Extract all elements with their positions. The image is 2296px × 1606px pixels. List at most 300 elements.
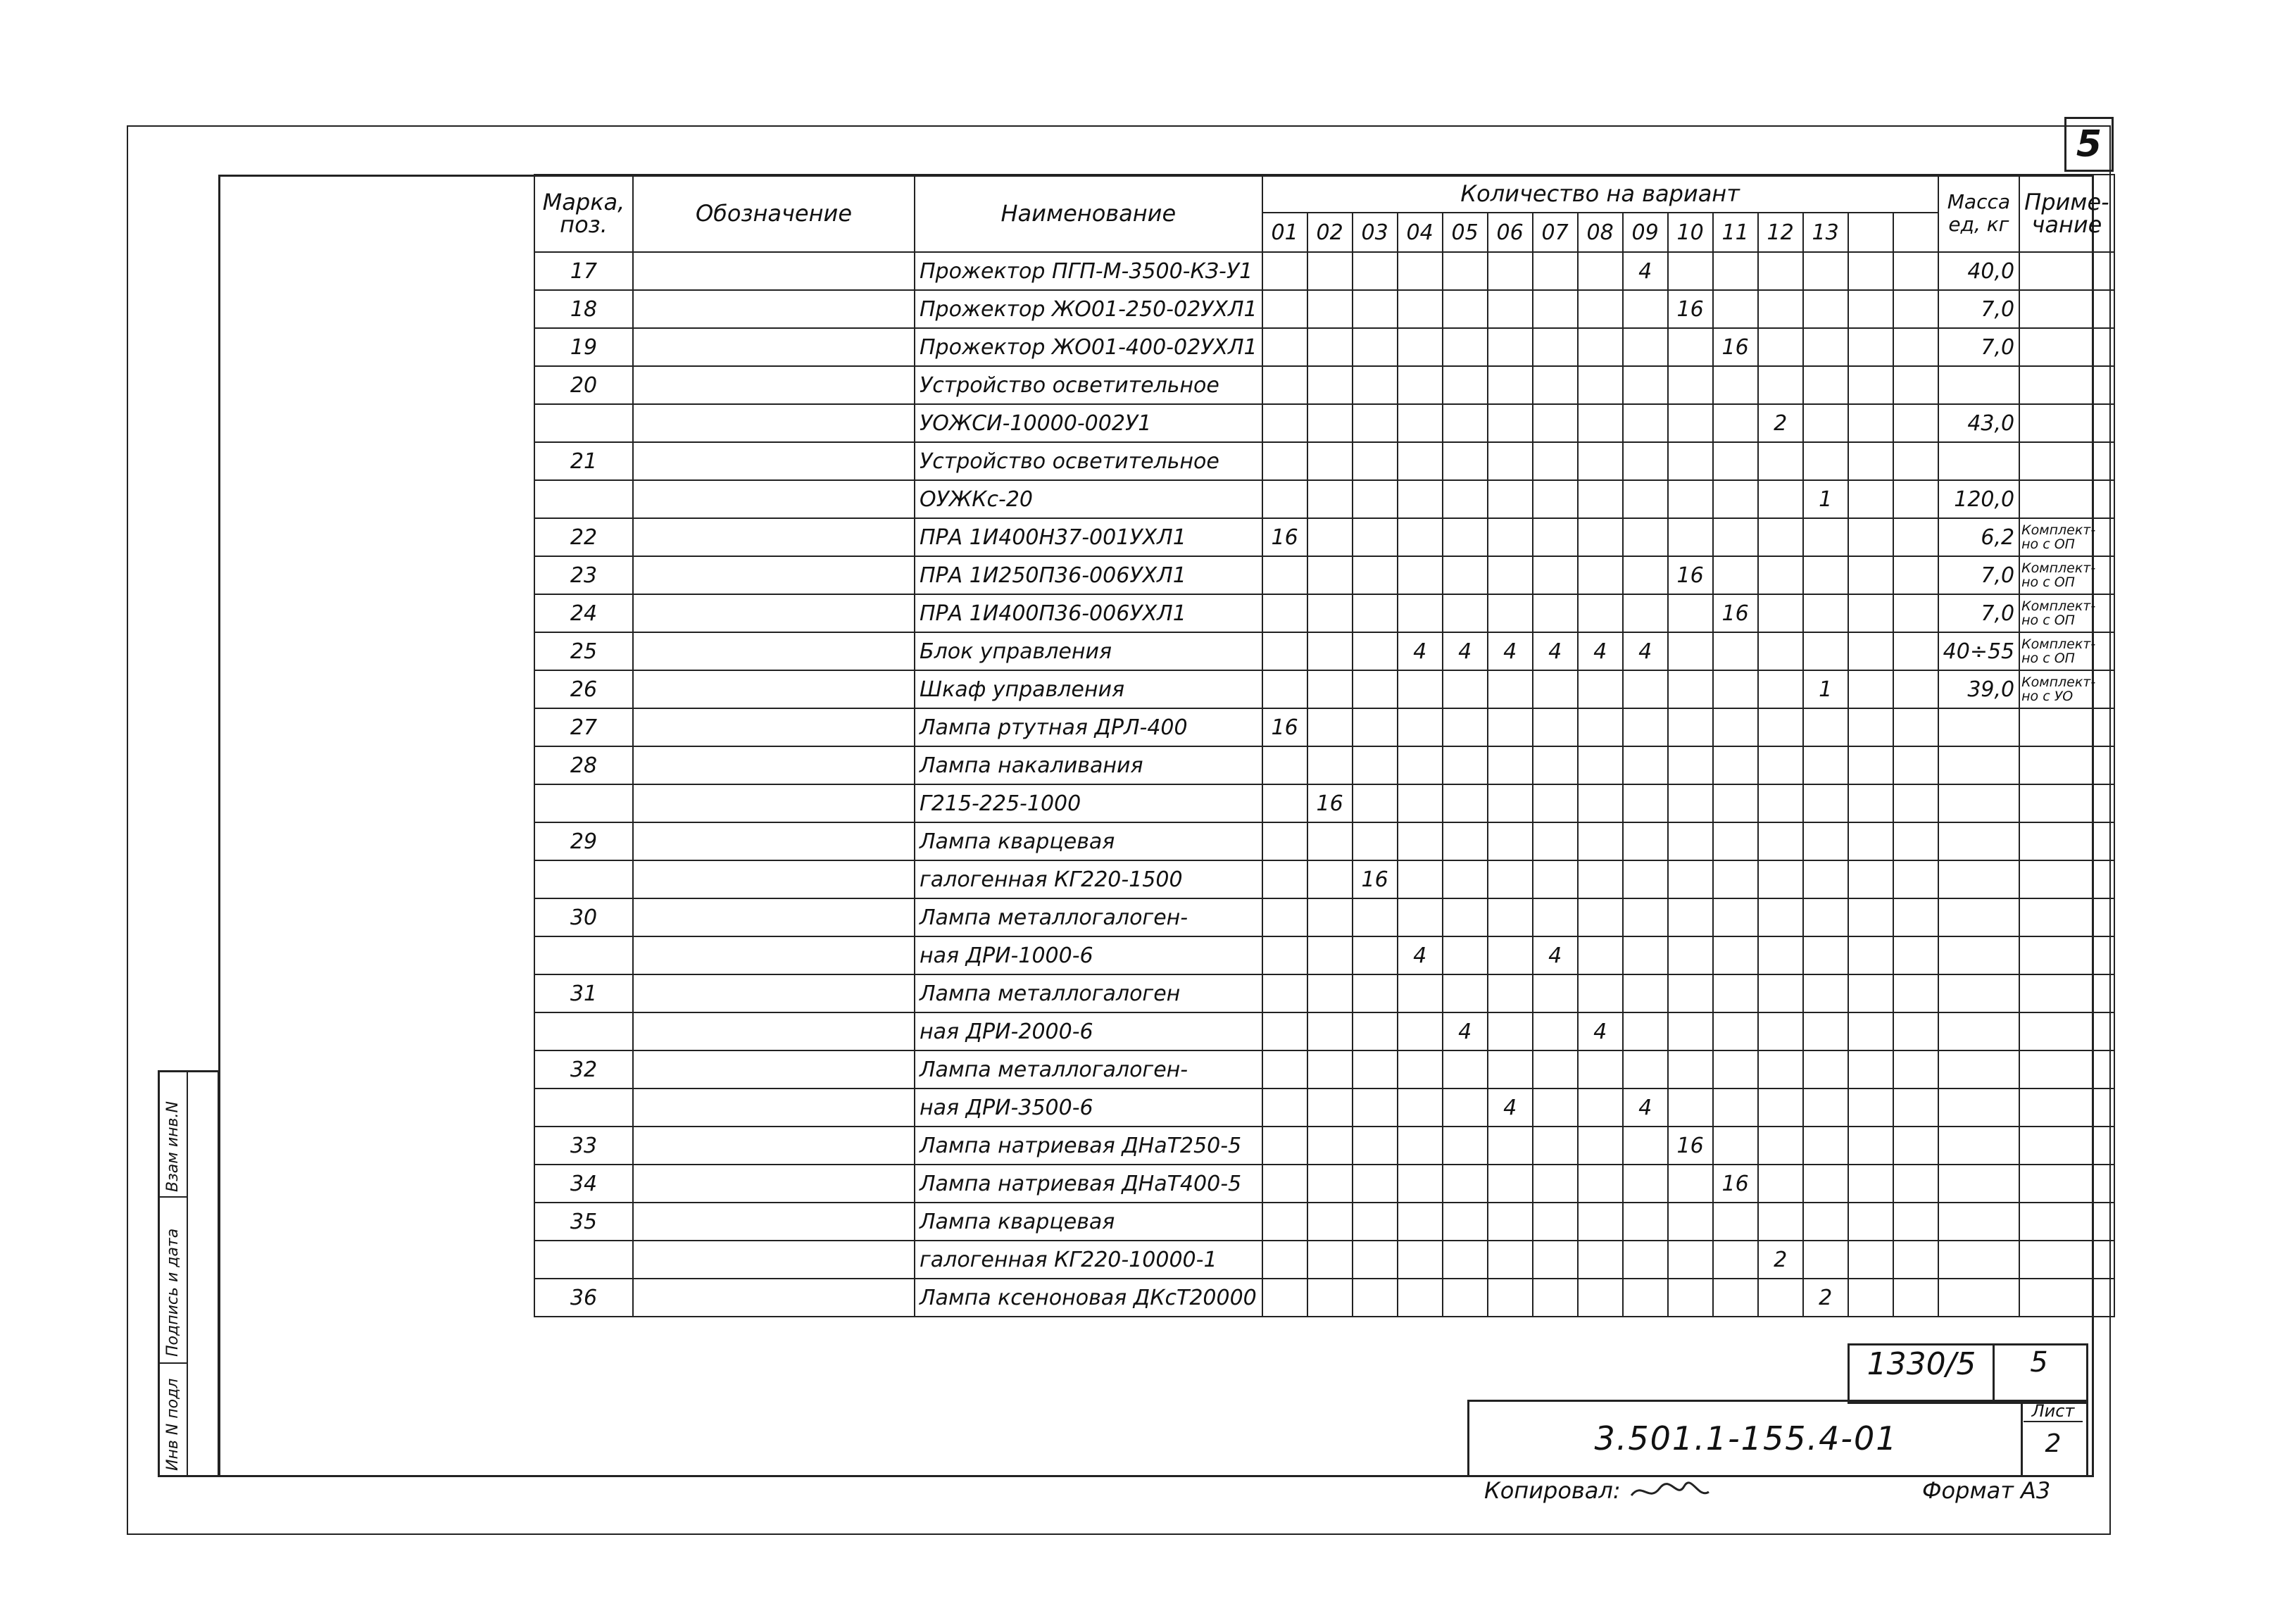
cell-quantity [1262, 670, 1307, 708]
cell-position: 20 [534, 366, 633, 404]
cell-note [2019, 708, 2114, 746]
cell-quantity [1488, 480, 1533, 518]
cell-quantity [1488, 1241, 1533, 1279]
cell-quantity [1307, 974, 1353, 1012]
table-row [534, 290, 2114, 328]
cell-quantity [1848, 366, 1893, 404]
cell-quantity: 1 [1803, 480, 1848, 518]
cell-quantity [1668, 366, 1713, 404]
cell-quantity [1353, 670, 1398, 708]
cell-designation [633, 632, 915, 670]
cell-mass: 7,0 [1938, 290, 2019, 328]
table-row [534, 1012, 2114, 1050]
cell-quantity [1713, 784, 1758, 822]
cell-mass [1938, 442, 2019, 480]
cell-quantity [1353, 1279, 1398, 1317]
cell-position: 21 [534, 442, 633, 480]
cell-quantity [1848, 480, 1893, 518]
cell-quantity [1488, 1127, 1533, 1165]
cell-mass [1938, 1279, 2019, 1317]
cell-quantity [1353, 1241, 1398, 1279]
table-row [534, 1127, 2114, 1165]
cell-quantity [1398, 556, 1443, 594]
cell-mass [1938, 1127, 2019, 1165]
cell-quantity [1623, 594, 1668, 632]
cell-quantity [1533, 1012, 1578, 1050]
cell-quantity [1533, 594, 1578, 632]
cell-quantity [1803, 290, 1848, 328]
cell-position [534, 1012, 633, 1050]
cell-quantity [1668, 670, 1713, 708]
cell-position [534, 480, 633, 518]
cell-quantity [1758, 1165, 1803, 1203]
cell-quantity [1803, 328, 1848, 366]
cell-quantity [1668, 936, 1713, 974]
cell-quantity [1488, 366, 1533, 404]
cell-name: ОУЖКс-20 [915, 480, 1262, 518]
cell-quantity [1307, 1050, 1353, 1089]
cell-quantity [1893, 860, 1938, 898]
cell-quantity [1893, 1050, 1938, 1089]
cell-quantity [1758, 1203, 1803, 1241]
cell-quantity [1307, 936, 1353, 974]
cell-quantity [1623, 404, 1668, 442]
cell-quantity [1668, 1012, 1713, 1050]
format-label: Формат А3 [1922, 1477, 2051, 1504]
table-row [534, 252, 2114, 290]
cell-quantity [1893, 252, 1938, 290]
cell-quantity [1262, 632, 1307, 670]
cell-quantity [1262, 936, 1307, 974]
cell-quantity [1623, 442, 1668, 480]
cell-quantity [1758, 1089, 1803, 1127]
cell-quantity [1578, 1127, 1623, 1165]
cell-name: ная ДРИ-1000-6 [915, 936, 1262, 974]
cell-quantity [1488, 1050, 1533, 1089]
cell-quantity [1848, 670, 1893, 708]
cell-name: Лампа натриевая ДНаТ400-5 [915, 1165, 1262, 1203]
cell-quantity [1578, 442, 1623, 480]
cell-quantity [1443, 1050, 1488, 1089]
cell-quantity [1488, 252, 1533, 290]
cell-quantity [1533, 366, 1578, 404]
variant-header [1893, 213, 1938, 252]
cell-quantity [1758, 974, 1803, 1012]
cell-name: Лампа ртутная ДРЛ-400 [915, 708, 1262, 746]
table-row [534, 518, 2114, 556]
cell-quantity [1668, 860, 1713, 898]
cell-quantity [1848, 860, 1893, 898]
cell-quantity [1307, 1279, 1353, 1317]
cell-quantity [1668, 1089, 1713, 1127]
cell-note [2019, 1203, 2114, 1241]
header-mark: Марка, поз. [534, 175, 633, 252]
cell-name: Блок управления [915, 632, 1262, 670]
cell-designation [633, 936, 915, 974]
cell-quantity: 16 [1307, 784, 1353, 822]
cell-quantity: 4 [1578, 632, 1623, 670]
cell-quantity [1893, 632, 1938, 670]
cell-quantity [1623, 518, 1668, 556]
cell-designation [633, 1279, 915, 1317]
cell-quantity [1578, 252, 1623, 290]
cell-quantity [1398, 290, 1443, 328]
cell-note [2019, 936, 2114, 974]
cell-quantity [1533, 1165, 1578, 1203]
cell-quantity [1578, 898, 1623, 936]
cell-position [534, 860, 633, 898]
cell-quantity [1578, 974, 1623, 1012]
cell-quantity [1668, 404, 1713, 442]
table-row [534, 480, 2114, 518]
cell-quantity [1803, 822, 1848, 860]
cell-quantity [1533, 1203, 1578, 1241]
cell-position: 28 [534, 746, 633, 784]
cell-quantity [1713, 670, 1758, 708]
cell-quantity [1623, 822, 1668, 860]
cell-quantity: 4 [1623, 1089, 1668, 1127]
cell-quantity [1578, 480, 1623, 518]
cell-designation [633, 1089, 915, 1127]
cell-note [2019, 1241, 2114, 1279]
cell-quantity [1848, 518, 1893, 556]
cell-quantity [1623, 1012, 1668, 1050]
cell-quantity [1623, 290, 1668, 328]
cell-quantity [1578, 328, 1623, 366]
cell-quantity [1623, 1050, 1668, 1089]
cell-note [2019, 1165, 2114, 1203]
cell-position: 32 [534, 1050, 633, 1089]
variant-header: 11 [1713, 213, 1758, 252]
cell-quantity [1713, 860, 1758, 898]
cell-note [2019, 404, 2114, 442]
variant-header: 06 [1488, 213, 1533, 252]
cell-quantity [1758, 784, 1803, 822]
cell-quantity [1443, 328, 1488, 366]
cell-quantity [1533, 1050, 1578, 1089]
cell-quantity [1893, 1279, 1938, 1317]
cell-quantity [1803, 252, 1848, 290]
cell-quantity [1713, 366, 1758, 404]
cell-quantity [1758, 518, 1803, 556]
table-row [534, 632, 2114, 670]
cell-quantity [1668, 898, 1713, 936]
cell-quantity [1893, 822, 1938, 860]
cell-quantity [1848, 1279, 1893, 1317]
variant-header: 07 [1533, 213, 1578, 252]
cell-quantity [1307, 252, 1353, 290]
cell-quantity [1353, 974, 1398, 1012]
cell-quantity [1623, 480, 1668, 518]
cell-mass [1938, 974, 2019, 1012]
cell-quantity [1848, 594, 1893, 632]
cell-quantity [1578, 784, 1623, 822]
cell-quantity [1668, 1165, 1713, 1203]
cell-quantity [1848, 822, 1893, 860]
cell-quantity: 4 [1578, 1012, 1623, 1050]
cell-quantity [1533, 290, 1578, 328]
cell-mass: 40÷55 [1938, 632, 2019, 670]
cell-note [2019, 974, 2114, 1012]
cell-quantity [1623, 556, 1668, 594]
table-row [534, 708, 2114, 746]
cell-quantity [1578, 708, 1623, 746]
cell-quantity [1668, 1241, 1713, 1279]
cell-quantity [1533, 518, 1578, 556]
cell-quantity [1578, 594, 1623, 632]
cell-quantity [1848, 898, 1893, 936]
cell-note [2019, 290, 2114, 328]
cell-quantity [1848, 936, 1893, 974]
cell-position: 34 [534, 1165, 633, 1203]
cell-mass: 43,0 [1938, 404, 2019, 442]
cell-quantity [1578, 822, 1623, 860]
variant-header [1848, 213, 1893, 252]
cell-quantity [1848, 632, 1893, 670]
cell-quantity [1713, 822, 1758, 860]
cell-quantity [1533, 556, 1578, 594]
cell-quantity [1578, 404, 1623, 442]
cell-position [534, 784, 633, 822]
cell-quantity [1578, 670, 1623, 708]
cell-designation [633, 594, 915, 632]
cell-quantity [1443, 1279, 1488, 1317]
cell-quantity [1533, 746, 1578, 784]
cell-designation [633, 328, 915, 366]
sidebar-sign-date: Подпись и дата [164, 1228, 182, 1357]
cell-quantity: 16 [1668, 290, 1713, 328]
cell-quantity [1848, 1089, 1893, 1127]
cell-quantity [1893, 1012, 1938, 1050]
cell-designation [633, 784, 915, 822]
cell-note [2019, 822, 2114, 860]
cell-quantity: 4 [1398, 632, 1443, 670]
cell-quantity [1443, 670, 1488, 708]
cell-quantity [1713, 936, 1758, 974]
sidebar-inv-orig: Инв N подл [164, 1378, 182, 1471]
cell-quantity [1353, 1127, 1398, 1165]
cell-quantity [1262, 784, 1307, 822]
cell-quantity [1623, 1203, 1668, 1241]
cell-quantity [1443, 290, 1488, 328]
archive-number: 1330/5 [1867, 1346, 1976, 1382]
sheet-number: 5 [2064, 117, 2114, 172]
cell-quantity [1398, 328, 1443, 366]
cell-quantity [1893, 974, 1938, 1012]
cell-mass [1938, 936, 2019, 974]
cell-quantity [1398, 366, 1443, 404]
cell-quantity [1758, 632, 1803, 670]
cell-name: ная ДРИ-3500-6 [915, 1089, 1262, 1127]
cell-quantity [1307, 1089, 1353, 1127]
archive-divider [1993, 1343, 1995, 1400]
table-row [534, 860, 2114, 898]
cell-quantity [1623, 708, 1668, 746]
cell-note: Комплект- но с ОП [2019, 594, 2114, 632]
cell-quantity [1578, 860, 1623, 898]
cell-note [2019, 1012, 2114, 1050]
cell-designation [633, 746, 915, 784]
cell-quantity [1262, 594, 1307, 632]
cell-quantity [1623, 746, 1668, 784]
cell-quantity [1533, 860, 1578, 898]
table-row [534, 974, 2114, 1012]
cell-quantity [1533, 442, 1578, 480]
cell-quantity [1353, 1012, 1398, 1050]
cell-quantity [1668, 252, 1713, 290]
cell-quantity: 16 [1668, 1127, 1713, 1165]
list-label: Лист [2024, 1401, 2083, 1422]
cell-quantity [1848, 252, 1893, 290]
cell-quantity [1262, 822, 1307, 860]
cell-quantity: 16 [1713, 594, 1758, 632]
archive-sheet: 5 [2030, 1346, 2048, 1379]
cell-position: 36 [534, 1279, 633, 1317]
cell-note: Комплект- но с ОП [2019, 518, 2114, 556]
cell-quantity [1533, 974, 1578, 1012]
cell-quantity [1262, 1203, 1307, 1241]
cell-quantity [1848, 404, 1893, 442]
cell-mass: 7,0 [1938, 556, 2019, 594]
cell-quantity [1758, 366, 1803, 404]
cell-quantity [1848, 1127, 1893, 1165]
cell-position: 33 [534, 1127, 633, 1165]
specification-table [534, 174, 2115, 1317]
cell-quantity [1803, 708, 1848, 746]
cell-position: 30 [534, 898, 633, 936]
cell-note: Комплект- но с УО [2019, 670, 2114, 708]
cell-quantity [1262, 252, 1307, 290]
cell-mass [1938, 1050, 2019, 1089]
variant-header: 10 [1668, 213, 1713, 252]
cell-quantity [1353, 366, 1398, 404]
cell-quantity [1578, 366, 1623, 404]
cell-quantity [1893, 1165, 1938, 1203]
cell-quantity [1848, 1165, 1893, 1203]
cell-quantity [1668, 822, 1713, 860]
cell-name: галогенная КГ220-1500 [915, 860, 1262, 898]
cell-quantity [1488, 1012, 1533, 1050]
cell-quantity [1353, 594, 1398, 632]
cell-quantity: 16 [1713, 1165, 1758, 1203]
cell-quantity [1398, 784, 1443, 822]
cell-quantity [1713, 404, 1758, 442]
cell-quantity [1713, 1241, 1758, 1279]
cell-quantity: 4 [1623, 632, 1668, 670]
cell-designation [633, 556, 915, 594]
cell-name: Лампа ксеноновая ДКсТ20000 [915, 1279, 1262, 1317]
cell-quantity [1398, 860, 1443, 898]
cell-quantity [1668, 784, 1713, 822]
cell-quantity [1713, 632, 1758, 670]
cell-quantity [1443, 746, 1488, 784]
cell-designation [633, 670, 915, 708]
cell-name: Лампа металлогалоген- [915, 898, 1262, 936]
table-row [534, 898, 2114, 936]
cell-quantity [1398, 1050, 1443, 1089]
cell-quantity: 1 [1803, 670, 1848, 708]
cell-designation [633, 708, 915, 746]
cell-quantity [1488, 898, 1533, 936]
cell-quantity [1307, 746, 1353, 784]
table-row [534, 556, 2114, 594]
cell-quantity [1803, 366, 1848, 404]
cell-quantity [1893, 746, 1938, 784]
cell-name: Лампа металлогалоген- [915, 1050, 1262, 1089]
cell-quantity [1713, 1050, 1758, 1089]
cell-name: ная ДРИ-2000-6 [915, 1012, 1262, 1050]
cell-quantity [1398, 1279, 1443, 1317]
cell-quantity [1262, 290, 1307, 328]
cell-position: 22 [534, 518, 633, 556]
cell-quantity [1488, 670, 1533, 708]
cell-name: Прожектор ЖО01-400-02УХЛ1 [915, 328, 1262, 366]
cell-quantity [1398, 480, 1443, 518]
cell-quantity [1262, 442, 1307, 480]
cell-designation [633, 1241, 915, 1279]
cell-quantity [1398, 670, 1443, 708]
cell-quantity [1307, 708, 1353, 746]
cell-quantity: 16 [1262, 518, 1307, 556]
cell-quantity [1848, 708, 1893, 746]
cell-quantity [1623, 974, 1668, 1012]
cell-quantity [1353, 1165, 1398, 1203]
document-code: 3.501.1-155.4-01 [1467, 1400, 2023, 1477]
cell-quantity [1262, 556, 1307, 594]
cell-quantity [1353, 784, 1398, 822]
cell-quantity [1713, 974, 1758, 1012]
cell-position: 17 [534, 252, 633, 290]
cell-quantity [1488, 708, 1533, 746]
cell-quantity [1533, 1241, 1578, 1279]
cell-quantity [1533, 1279, 1578, 1317]
cell-quantity [1668, 708, 1713, 746]
cell-quantity [1398, 404, 1443, 442]
cell-quantity [1623, 1279, 1668, 1317]
cell-quantity [1803, 632, 1848, 670]
cell-quantity [1623, 670, 1668, 708]
cell-quantity [1848, 1012, 1893, 1050]
cell-designation [633, 366, 915, 404]
cell-designation [633, 1050, 915, 1089]
variant-header: 09 [1623, 213, 1668, 252]
cell-quantity [1307, 898, 1353, 936]
cell-quantity [1353, 898, 1398, 936]
cell-quantity [1307, 822, 1353, 860]
cell-quantity [1533, 404, 1578, 442]
cell-quantity [1713, 708, 1758, 746]
cell-quantity [1803, 746, 1848, 784]
cell-quantity [1533, 822, 1578, 860]
cell-quantity [1803, 1203, 1848, 1241]
cell-position: 24 [534, 594, 633, 632]
cell-quantity [1443, 1127, 1488, 1165]
cell-mass: 6,2 [1938, 518, 2019, 556]
cell-quantity [1443, 974, 1488, 1012]
cell-quantity [1488, 784, 1533, 822]
cell-quantity [1262, 860, 1307, 898]
cell-quantity [1623, 366, 1668, 404]
cell-quantity [1803, 518, 1848, 556]
cell-quantity [1262, 480, 1307, 518]
list-number: 2 [2045, 1429, 2062, 1458]
cell-quantity [1443, 556, 1488, 594]
cell-designation [633, 480, 915, 518]
cell-quantity [1758, 1279, 1803, 1317]
table-row [534, 1241, 2114, 1279]
cell-quantity [1578, 1165, 1623, 1203]
cell-name: Прожектор ЖО01-250-02УХЛ1 [915, 290, 1262, 328]
